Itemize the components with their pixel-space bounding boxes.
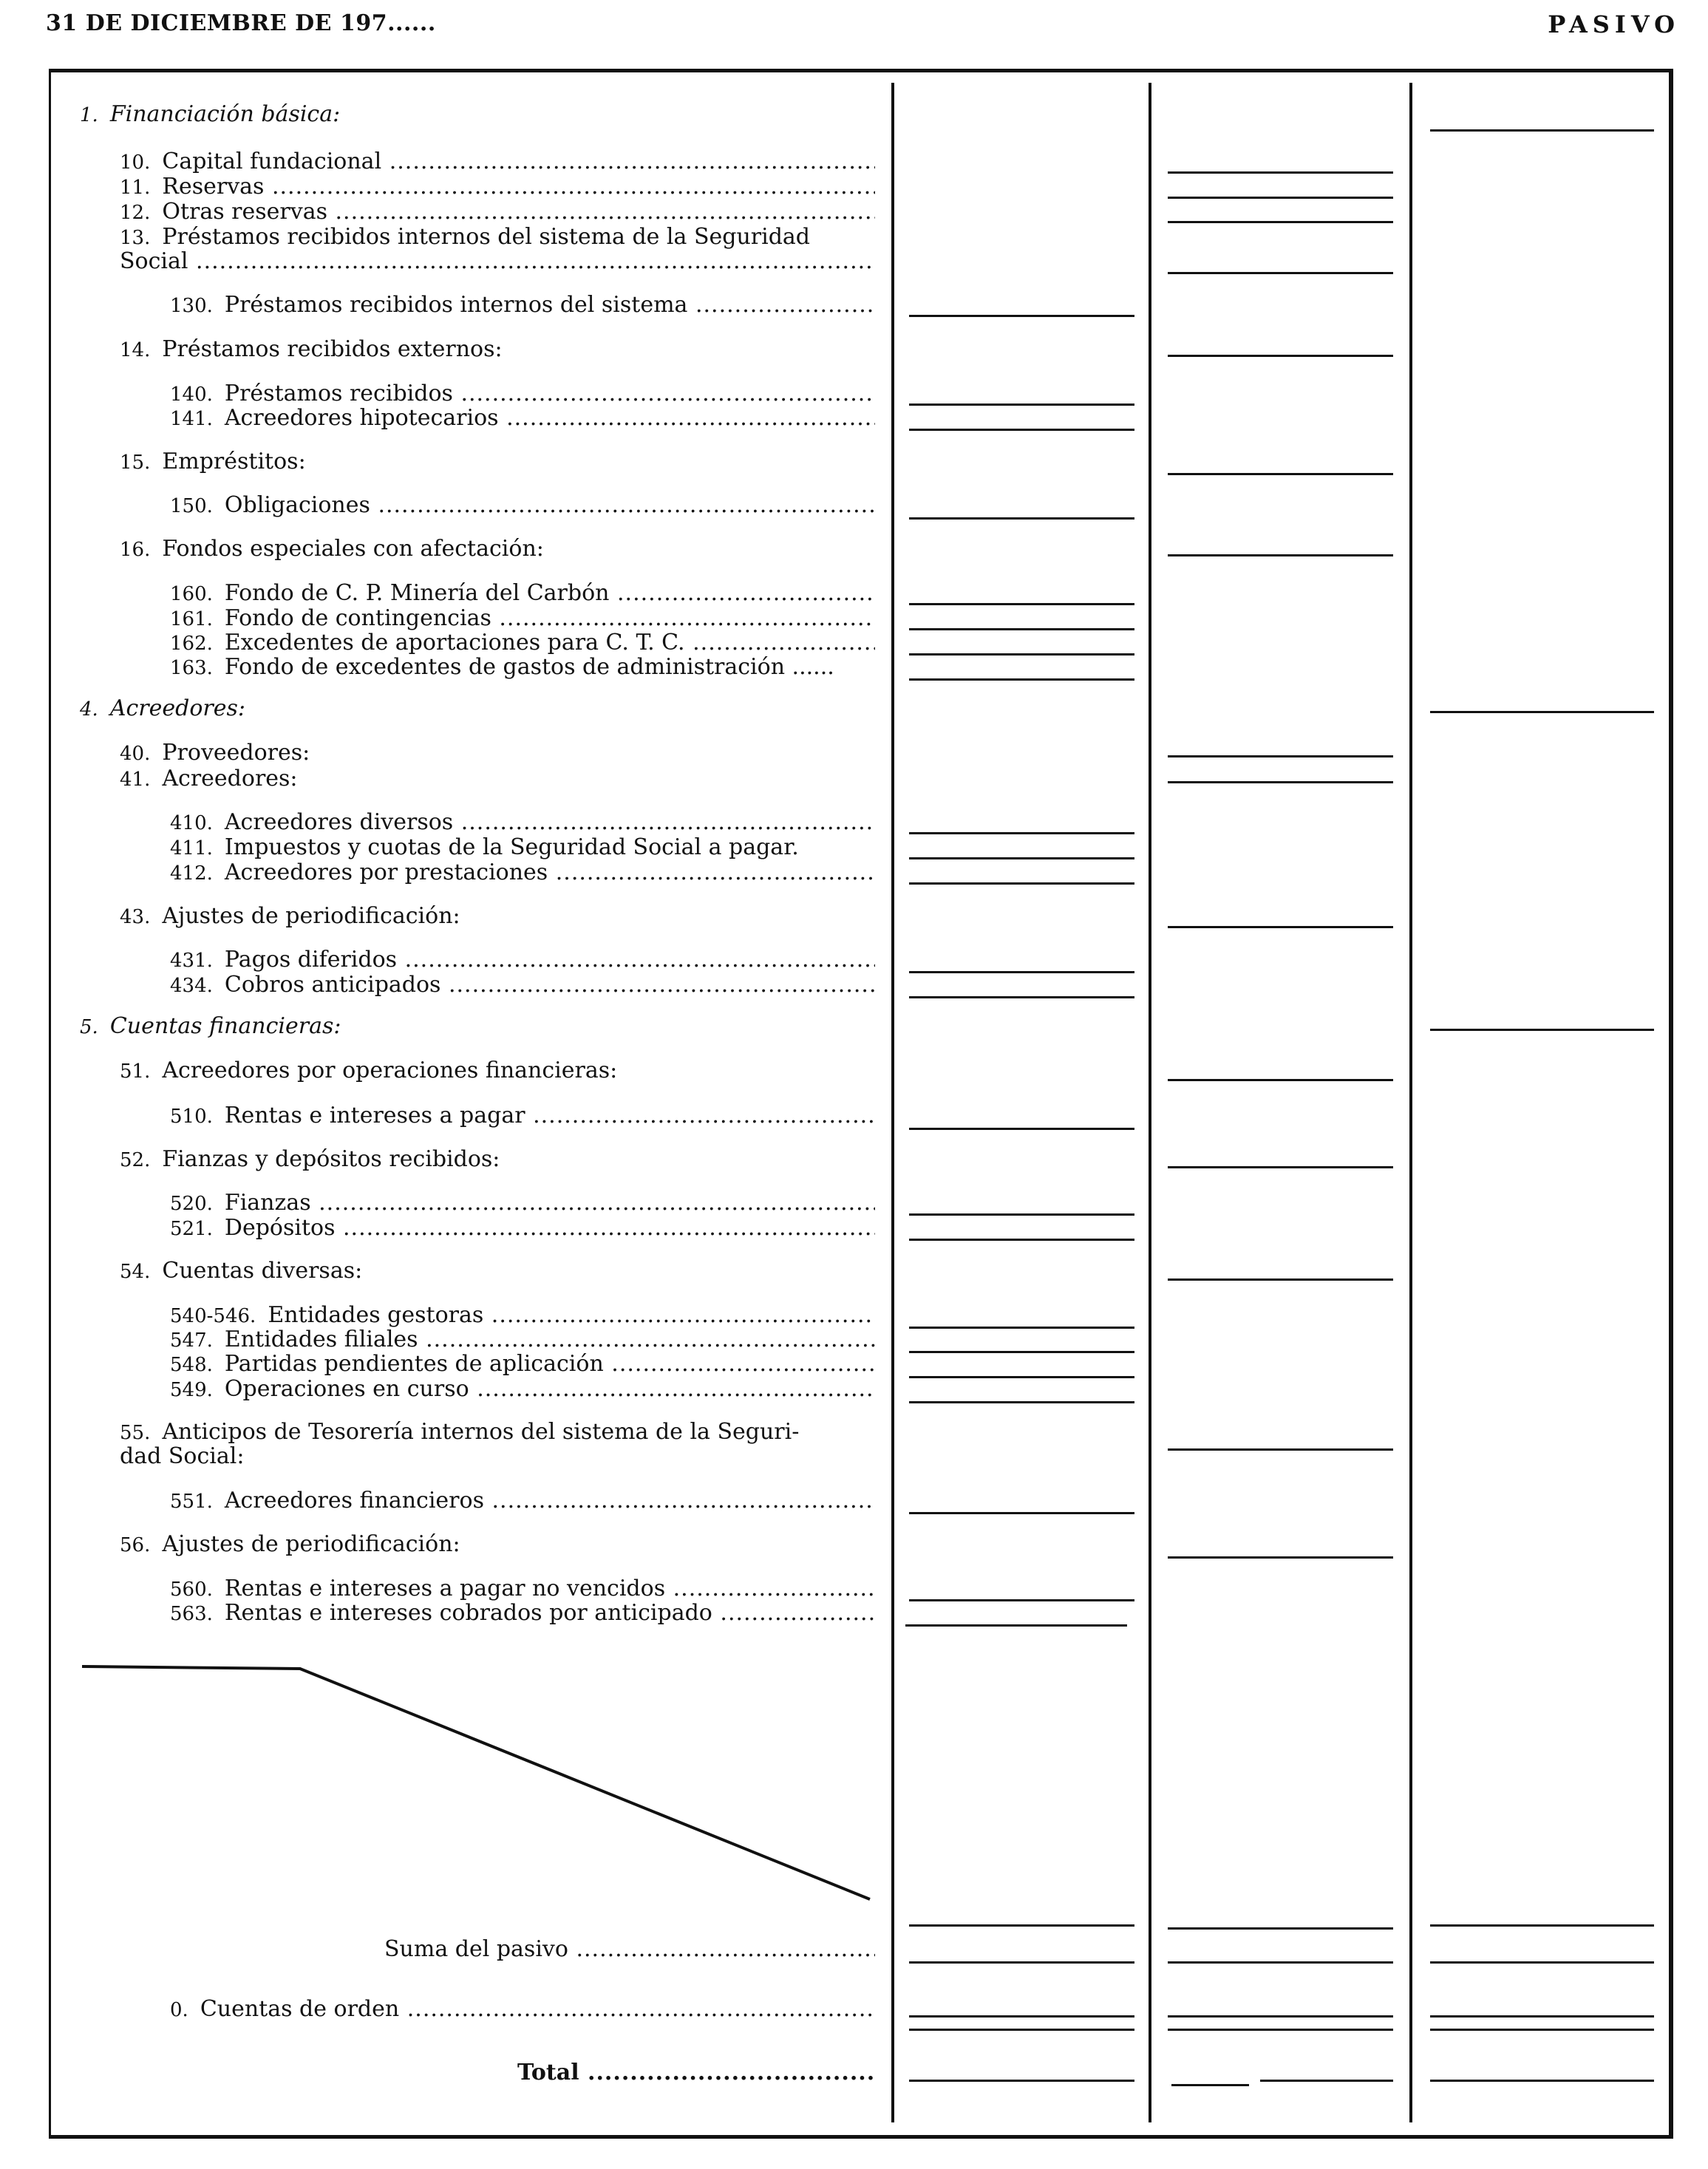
account-label: Depósitos ..... [225,1216,875,1241]
account-code: 12. [120,202,151,224]
account-code: 4. [80,698,98,721]
account-label: dad Social: [120,1443,245,1469]
account-label: Acreedores financieros ..... [225,1488,875,1513]
account-code: 160. [170,583,213,605]
account-label: Acreedores: [109,695,245,721]
account-code: 161. [170,608,213,630]
account-code: 549. [170,1379,213,1401]
account-label: Cuentas de orden ..... [200,1997,875,2022]
account-code: 10. [120,151,151,174]
account-label: Suma del pasivo ..... [384,1937,875,1962]
account-label: Pagos diferidos ..... [225,947,875,973]
account-code: 434. [170,975,213,997]
account-label: Financiación básica: [109,101,341,127]
account-code: 163. [170,657,213,679]
account-code: 140. [170,384,213,406]
account-code: 547. [170,1329,213,1352]
header-pasivo: PASIVO [1548,10,1680,38]
account-label: Total ..... [517,2060,875,2085]
account-label: Ajustes de periodificación: [162,1531,460,1557]
account-code: 41. [120,769,151,791]
account-label: Préstamos recibidos internos del sistema de la Seguridad [162,224,811,250]
account-code: 521. [170,1218,213,1240]
account-code: 43. [120,906,151,928]
account-label: Rentas e intereses a pagar ..... [225,1103,875,1128]
account-code: 431. [170,950,213,972]
account-label: Fondos especiales con afectación: [162,536,544,562]
account-code: 55. [120,1422,151,1444]
account-code: 51. [120,1060,151,1083]
account-label: Proveedores: [162,740,310,766]
account-code: 540-546. [170,1305,256,1327]
account-label: Rentas e intereses a pagar no vencidos ..... [225,1576,875,1601]
account-label: Préstamos recibidos ..... [225,381,875,406]
account-code: 130. [170,295,213,317]
header-date: 31 DE DICIEMBRE DE 197...... [46,10,436,36]
account-label: Fondo de contingencias ..... [225,606,875,631]
account-label: Excedentes de aportaciones para C. T. C. ..... [225,630,875,656]
account-code: 11. [120,177,151,199]
account-label: Social ..... [120,249,875,274]
account-label: Reservas ..... [162,174,875,200]
account-code: 1. [80,104,98,126]
account-label: Cobros anticipados ..... [225,973,875,998]
account-code: 548. [170,1354,213,1376]
account-code: 510. [170,1106,213,1128]
account-code: 13. [120,227,151,249]
account-label: Fondo de C. P. Minería del Carbón ..... [225,581,875,606]
account-code: 141. [170,408,213,430]
account-code: 150. [170,495,213,517]
account-label: Capital fundacional ..... [162,149,875,174]
account-label: Otras reservas ..... [162,200,875,225]
account-label: Fianzas y depósitos recibidos: [162,1146,500,1172]
account-label: Impuestos y cuotas de la Seguridad Social a pagar. [224,834,799,860]
account-label: Ajustes de periodificación: [162,903,460,929]
account-code: 411. [170,837,213,859]
account-code: 410. [170,812,213,834]
account-label: Acreedores diversos ..... [225,810,875,835]
account-label: Empréstitos: [162,449,306,474]
account-label: Acreedores hipotecarios ..... [225,406,875,431]
account-code: 520. [170,1193,213,1215]
account-label: Partidas pendientes de aplicación ..... [225,1352,875,1377]
account-code: 162. [170,633,213,655]
account-label: Entidades filiales ..... [225,1327,875,1352]
account-label: Operaciones en curso ..... [225,1377,875,1402]
account-label: Rentas e intereses cobrados por anticipado ..... [225,1601,875,1626]
account-code: 56. [120,1534,151,1556]
account-code: 14. [120,339,151,361]
account-label: Acreedores: [162,766,298,791]
account-label: Cuentas financieras: [109,1013,341,1039]
account-code: 40. [120,743,151,765]
account-code: 0. [170,1999,188,2021]
account-code: 563. [170,1603,213,1625]
account-code: 5. [80,1016,98,1038]
account-code: 560. [170,1579,213,1601]
account-label: Obligaciones ..... [225,493,875,518]
account-label: Fianzas ..... [225,1191,875,1216]
account-label: Acreedores por operaciones financieras: [162,1058,618,1083]
account-label: Entidades gestoras ..... [268,1303,875,1328]
account-label: Acreedores por prestaciones ..... [225,860,875,885]
account-code: 551. [170,1491,213,1513]
account-label: Préstamos recibidos externos: [162,336,503,362]
account-label: Cuentas diversas: [162,1258,363,1284]
account-label: Fondo de excedentes de gastos de administración ...... [224,654,834,680]
account-code: 412. [170,862,213,885]
account-code: 15. [120,452,151,474]
account-code: 52. [120,1149,151,1171]
account-label: Préstamos recibidos internos del sistema ..... [225,293,875,318]
account-label: Anticipos de Tesorería internos del sistema de la Seguri- [162,1419,800,1445]
account-code: 54. [120,1261,151,1283]
account-code: 16. [120,539,151,561]
